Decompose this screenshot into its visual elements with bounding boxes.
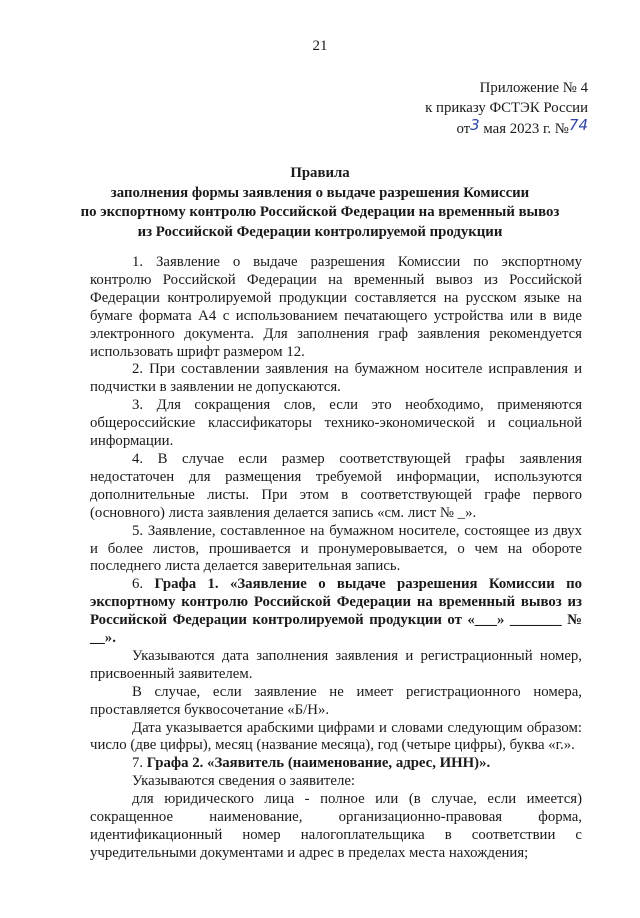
paragraph-10-bold: Графа 2. «Заявитель (наименование, адрес, ИНН)». (146, 755, 491, 772)
paragraph-12: для юридического лица - полное или (в случае, если имеется) сокращенное наименование, организационно-правовая форма, идентификационный номер налогоплательщика в соответствии с учредительными документами и адрес в пределах места нахождения; (90, 791, 582, 861)
paragraph-6 (90, 576, 582, 648)
paragraph-10-number: 7. (132, 755, 147, 772)
annex-line-2: к приказу ФСТЭК России (425, 100, 588, 116)
annex-date-mid: мая 2023 г. № (483, 121, 569, 137)
handwritten-day: 3 (470, 116, 480, 134)
paragraph-5: 5. Заявление, составленное на бумажном носителе, состоящее из двух и более листов, прошивается и пронумеровывается, о чем на обороте последнего листа делается заверительная запись. (90, 522, 582, 575)
title-heading: Правила (290, 165, 350, 181)
title-line-3: из Российской Федерации контролируемой продукции (137, 223, 503, 240)
paragraph-3: 3. Для сокращения слов, если это необходимо, применяются общероссийские классификаторы технико-экономической и социальной информации. (90, 397, 582, 450)
annex-line-1: Приложение № 4 (479, 80, 588, 96)
paragraph-8: В случае, если заявление не имеет регистрационного номера, проставляется буквосочетание «Б/Н». (90, 683, 582, 718)
paragraph-1: 1. Заявление о выдаче разрешения Комиссии по экспортному контролю Российской Федерации на временный вывоз из Российской Федерации контролируемой продукции составляется на русском языке на бумаге формата А4 с использованием печатающего устройства или в виде электронного документа. Для заполнения граф заявления рекомендуется использовать шрифт размером 12. (90, 254, 582, 360)
paragraph-6-bold: Графа 1. «Заявление о выдаче разрешения Комиссии по экспортному контролю Российской Федерации на временный вывоз из Российской Федерации контролируемой продукции от «___» _______ № __». (90, 576, 582, 647)
paragraph-9: Дата указывается арабскими цифрами и словами следующим образом: число (две цифры), месяц (название месяца), год (четыре цифры), буква «г.». (90, 719, 582, 754)
document-body (90, 254, 582, 863)
annex-header (425, 78, 588, 139)
paragraph-10 (90, 755, 582, 773)
handwritten-number: 74 (568, 116, 588, 134)
paragraph-7: Указываются дата заполнения заявления и регистрационный номер, присвоенный заявителем. (90, 647, 582, 682)
title-line-2: по экспортному контролю Российской Федерации на временный вывоз (80, 204, 560, 220)
annex-date-prefix: от (456, 121, 471, 137)
paragraph-11: Указываются сведения о заявителе: (132, 773, 356, 790)
paragraph-4: 4. В случае если размер соответствующей графы заявления недостаточен для размещения требуемой информации, используются дополнительные листы. При этом в соответствующей графе первого (основного) листа заявления делается запись «см. лист № _». (90, 450, 582, 521)
paragraph-6-number: 6. (132, 576, 155, 593)
title-line-1: заполнения формы заявления о выдаче разрешения Комиссии (110, 184, 530, 201)
page-number: 21 (312, 38, 328, 54)
document-title (60, 164, 580, 242)
annex-line-3 (425, 118, 588, 139)
paragraph-2: 2. При составлении заявления на бумажном носителе исправления и подчистки в заявлении не допускаются. (90, 361, 582, 396)
